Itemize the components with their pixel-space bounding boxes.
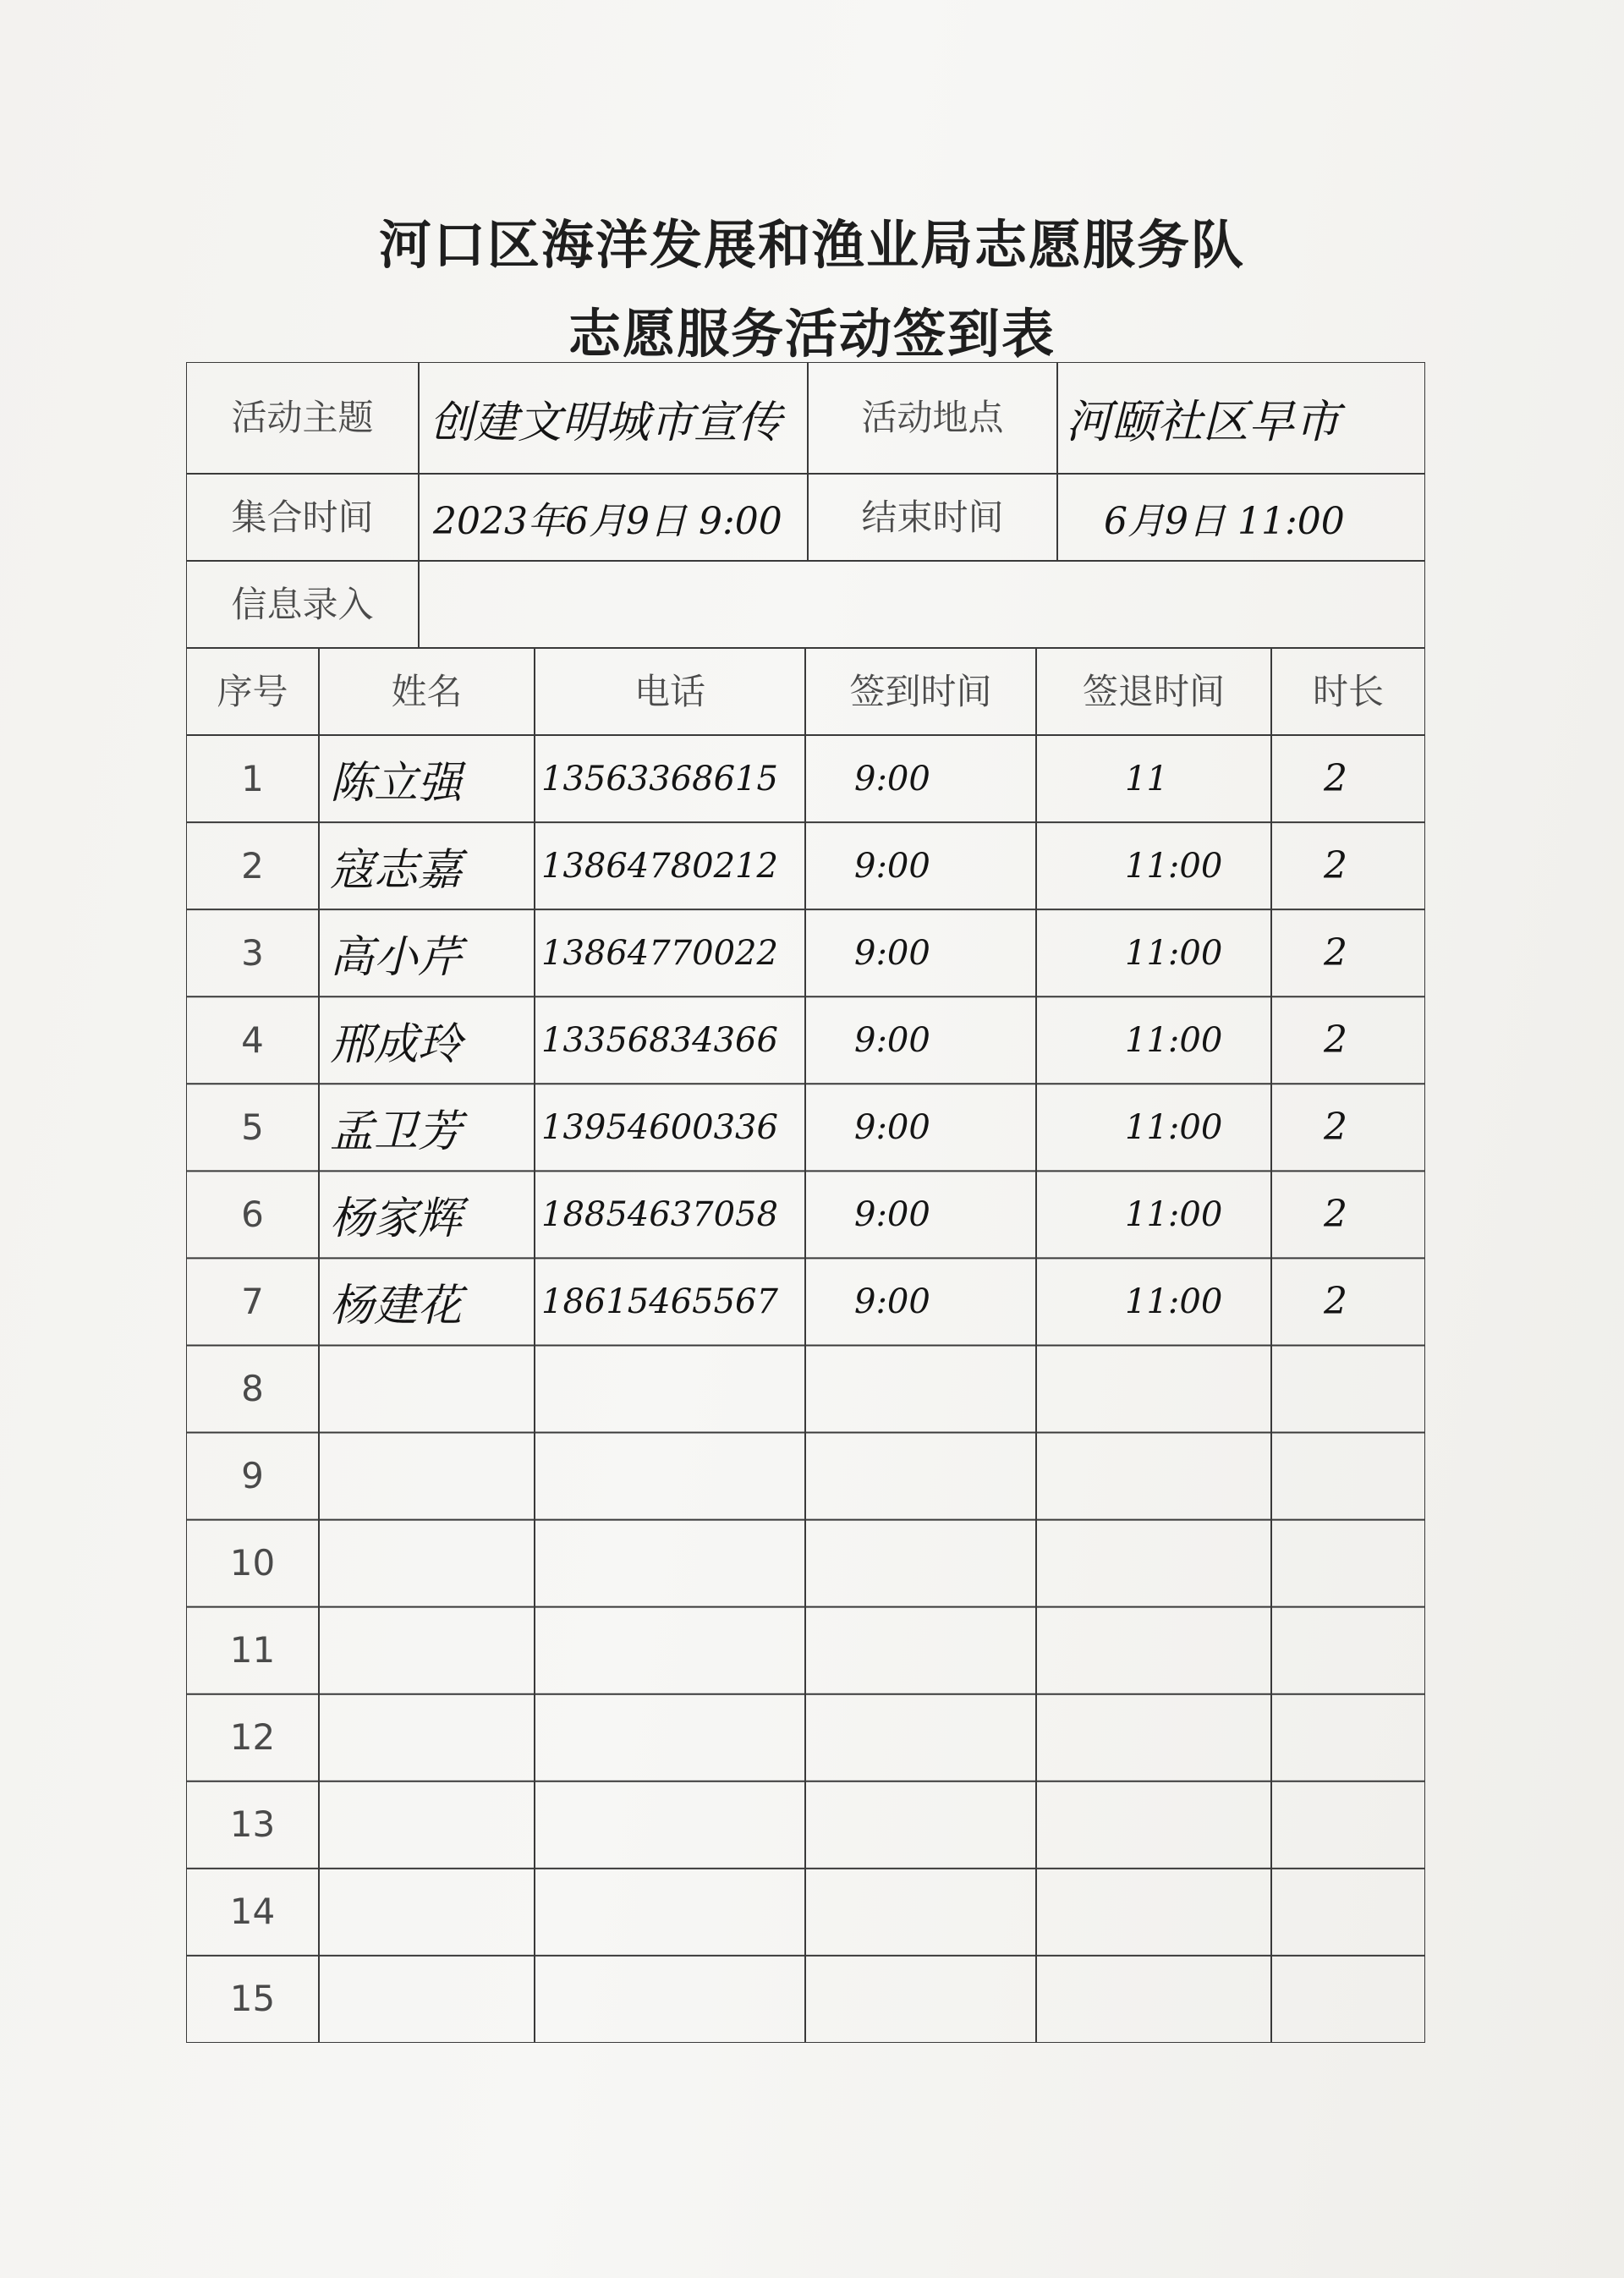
row-index: 12 [229, 1716, 276, 1759]
row-signout-time: 11:00 [1125, 1107, 1223, 1147]
row-name [330, 1694, 535, 1781]
theme-label: 活动主题 [231, 397, 374, 438]
row-name [330, 1607, 535, 1694]
gather-time-label: 集合时间 [231, 496, 374, 538]
row-phone [541, 1956, 805, 2043]
row-index: 1 [241, 757, 264, 799]
row-signout-time [1125, 1433, 1269, 1520]
row-signin-time: 9:00 [854, 1020, 930, 1060]
row-phone [541, 1869, 805, 1956]
row-signin-time [854, 1694, 1023, 1781]
row-index: 10 [229, 1542, 276, 1584]
location-label: 活动地点 [861, 397, 1004, 438]
row-signout-time: 11:00 [1125, 1020, 1223, 1060]
row-phone: 13356834366 [541, 1020, 778, 1060]
row-signin-time: 9:00 [854, 759, 930, 799]
col-header-phone: 电话 [634, 670, 705, 712]
end-time-value: 6月9日 11:00 [1104, 499, 1345, 543]
row-signout-time [1125, 1781, 1269, 1869]
row-signin-time: 9:00 [854, 846, 930, 886]
row-phone: 18854637058 [541, 1194, 778, 1234]
row-duration [1324, 1607, 1408, 1694]
row-signin-time: 9:00 [854, 1107, 930, 1147]
row-phone [541, 1781, 805, 1869]
form-title: 志愿服务活动签到表 [568, 303, 1056, 365]
row-duration: 2 [1324, 1018, 1347, 1062]
row-name [330, 1520, 535, 1607]
row-index: 13 [229, 1803, 276, 1846]
row-index: 6 [241, 1193, 264, 1235]
row-signout-time [1125, 1694, 1269, 1781]
col-header-signout-time: 签退时间 [1082, 670, 1225, 712]
row-index: 5 [241, 1106, 264, 1148]
row-name: 杨建花 [330, 1281, 463, 1332]
row-duration [1324, 1520, 1408, 1607]
row-name: 邢成玲 [330, 1019, 463, 1071]
gather-time-value: 2023年6月9日 9:00 [433, 499, 782, 543]
row-signout-time: 11:00 [1125, 933, 1223, 973]
row-signin-time [854, 1345, 1023, 1432]
row-duration: 2 [1324, 1193, 1347, 1237]
row-phone: 13864770022 [541, 933, 778, 973]
row-name [330, 1956, 535, 2043]
row-name: 高小芹 [330, 932, 463, 984]
row-index: 4 [241, 1018, 264, 1061]
row-index: 15 [229, 1978, 276, 2020]
row-duration [1324, 1345, 1408, 1432]
row-signout-time [1125, 1869, 1269, 1956]
row-duration: 2 [1324, 1280, 1347, 1324]
row-phone [541, 1607, 805, 1694]
row-signin-time [854, 1520, 1023, 1607]
row-signout-time: 11:00 [1125, 1194, 1223, 1234]
row-signout-time: 11:00 [1125, 1282, 1223, 1321]
row-signin-time [854, 1433, 1023, 1520]
col-header-signin-time: 签到时间 [849, 670, 992, 712]
row-signout-time [1125, 1520, 1269, 1607]
org-title: 河口区海洋发展和渔业局志愿服务队 [378, 214, 1245, 276]
row-name [330, 1345, 535, 1432]
row-phone: 13954600336 [541, 1107, 778, 1147]
row-signin-time [854, 1869, 1023, 1956]
row-phone [541, 1345, 805, 1432]
row-duration: 2 [1324, 1106, 1347, 1150]
info-entry-label: 信息录入 [231, 583, 374, 625]
row-index: 2 [241, 844, 264, 886]
row-index: 9 [241, 1455, 264, 1497]
location-value: 河颐社区早市 [1066, 394, 1340, 448]
row-name [330, 1869, 535, 1956]
row-phone [541, 1520, 805, 1607]
row-name: 寇志嘉 [330, 845, 463, 897]
row-name [330, 1781, 535, 1869]
row-index: 11 [229, 1629, 276, 1671]
row-name: 孟卫芳 [330, 1106, 463, 1158]
row-duration: 2 [1324, 757, 1347, 801]
row-duration [1324, 1869, 1408, 1956]
theme-value: 创建文明城市宣传 [430, 397, 782, 448]
signin-table [186, 362, 1425, 2043]
row-duration: 2 [1324, 844, 1347, 888]
row-signin-time [854, 1781, 1023, 1869]
row-index: 14 [229, 1891, 276, 1933]
row-phone: 13563368615 [541, 759, 778, 799]
row-name [330, 1433, 535, 1520]
row-index: 8 [241, 1367, 264, 1409]
col-header-name: 姓名 [391, 670, 463, 712]
row-phone [541, 1433, 805, 1520]
row-index: 3 [241, 931, 264, 974]
row-signout-time [1125, 1607, 1269, 1694]
row-signin-time [854, 1956, 1023, 2043]
row-name: 陈立强 [330, 758, 463, 810]
col-header-duration: 时长 [1312, 670, 1384, 712]
row-signin-time: 9:00 [854, 1282, 930, 1321]
row-signin-time: 9:00 [854, 1194, 930, 1234]
row-signout-time: 11:00 [1125, 846, 1223, 886]
row-signin-time [854, 1607, 1023, 1694]
row-duration [1324, 1694, 1408, 1781]
row-signout-time [1125, 1345, 1269, 1432]
row-duration [1324, 1956, 1408, 2043]
row-index: 7 [241, 1280, 264, 1322]
row-phone: 18615465567 [541, 1282, 778, 1321]
row-duration [1324, 1433, 1408, 1520]
row-signout-time [1125, 1956, 1269, 2043]
row-signout-time: 11 [1125, 759, 1168, 799]
row-duration [1324, 1781, 1408, 1869]
row-name: 杨家辉 [330, 1194, 463, 1245]
row-signin-time: 9:00 [854, 933, 930, 973]
col-header-index: 序号 [217, 670, 288, 712]
row-phone: 13864780212 [541, 846, 778, 886]
row-duration: 2 [1324, 931, 1347, 975]
row-phone [541, 1694, 805, 1781]
end-time-label: 结束时间 [861, 496, 1004, 538]
